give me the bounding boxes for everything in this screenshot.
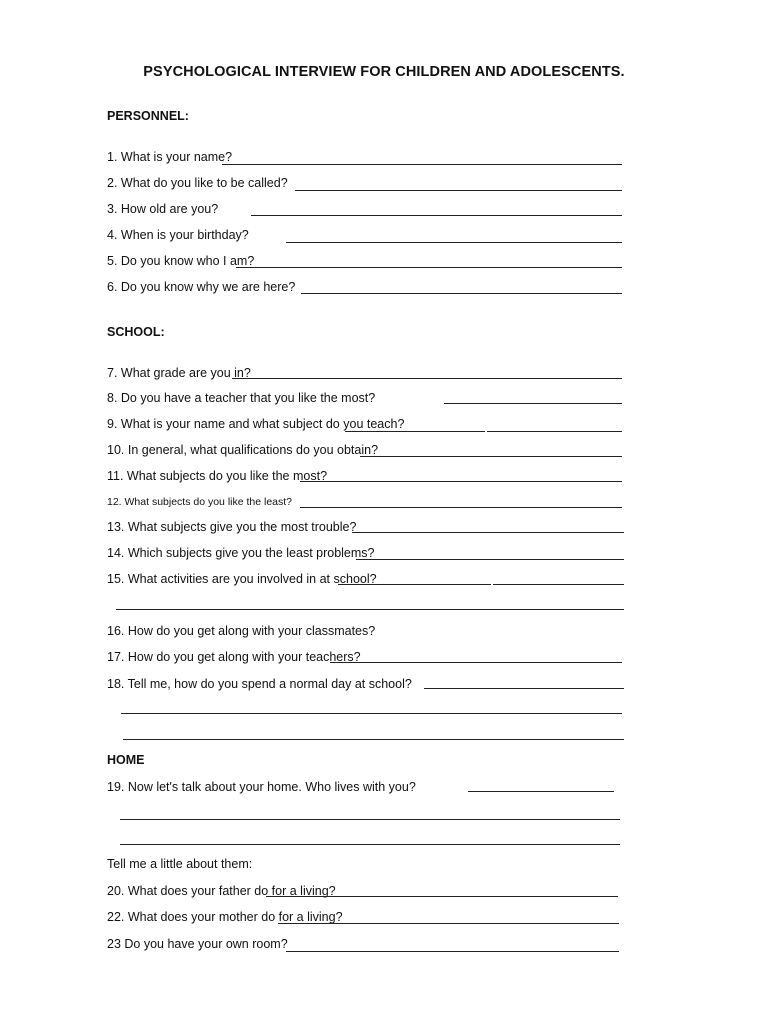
answer-line-13[interactable] — [352, 532, 624, 533]
question-19: 19. Now let's talk about your home. Who lives with you? — [107, 780, 416, 794]
question-16: 16. How do you get along with your classmates? — [107, 624, 376, 638]
section-home: HOME — [107, 753, 145, 767]
question-5: 5. Do you know who I am? — [107, 254, 255, 268]
question-18: 18. Tell me, how do you spend a normal day at school? — [107, 677, 412, 691]
answer-line-17[interactable] — [330, 662, 622, 663]
question-17: 17. How do you get along with your teachers? — [107, 650, 361, 664]
answer-line-3[interactable] — [251, 215, 622, 216]
question-14: 14. Which subjects give you the least problems? — [107, 546, 375, 560]
question-23: 23 Do you have your own room? — [107, 937, 288, 951]
question-15: 15. What activities are you involved in at school? — [107, 572, 377, 586]
answer-line-15b[interactable] — [493, 584, 624, 585]
answer-line-18a[interactable] — [424, 688, 624, 689]
question-13: 13. What subjects give you the most trouble? — [107, 520, 357, 534]
answer-line-9a[interactable] — [345, 431, 485, 432]
answer-line-8[interactable] — [444, 403, 622, 404]
answer-line-5[interactable] — [236, 267, 622, 268]
question-11: 11. What subjects do you like the most? — [107, 469, 328, 483]
question-8: 8. Do you have a teacher that you like the most? — [107, 391, 376, 405]
question-12: 12. What subjects do you like the least? — [107, 496, 293, 508]
question-10: 10. In general, what qualifications do you obtain? — [107, 443, 379, 457]
answer-line-18c[interactable] — [123, 739, 624, 740]
answer-line-15a[interactable] — [338, 584, 491, 585]
answer-line-19a[interactable] — [468, 791, 614, 792]
answer-line-22[interactable] — [278, 923, 619, 924]
answer-line-1[interactable] — [222, 164, 622, 165]
question-9: 9. What is your name and what subject do you teach? — [107, 417, 405, 431]
answer-line-2[interactable] — [295, 190, 622, 191]
answer-line-14[interactable] — [356, 559, 624, 560]
answer-line-20[interactable] — [266, 896, 618, 897]
answer-line-19b[interactable] — [120, 819, 620, 820]
answer-line-18b[interactable] — [121, 713, 622, 714]
answer-line-4[interactable] — [286, 242, 622, 243]
page-title: PSYCHOLOGICAL INTERVIEW FOR CHILDREN AND ADOLESCENTS. — [143, 64, 625, 80]
question-22: 22. What does your mother do for a living? — [107, 910, 343, 924]
answer-line-12[interactable] — [300, 507, 622, 508]
question-6: 6. Do you know why we are here? — [107, 280, 296, 294]
answer-line-10[interactable] — [360, 456, 622, 457]
question-4: 4. When is your birthday? — [107, 228, 249, 242]
question-1: 1. What is your name? — [107, 150, 233, 164]
answer-line-11[interactable] — [300, 481, 622, 482]
question-7: 7. What grade are you in? — [107, 366, 251, 380]
answer-line-6[interactable] — [301, 293, 622, 294]
note-text: Tell me a little about them: — [107, 857, 253, 871]
section-personnel: PERSONNEL: — [107, 109, 189, 123]
section-school: SCHOOL: — [107, 325, 165, 339]
answer-line-7[interactable] — [232, 378, 622, 379]
answer-line-15c[interactable] — [116, 609, 624, 610]
answer-line-23[interactable] — [286, 951, 619, 952]
question-2: 2. What do you like to be called? — [107, 176, 288, 190]
answer-line-19c[interactable] — [120, 844, 620, 845]
answer-line-9b[interactable] — [487, 431, 622, 432]
question-3: 3. How old are you? — [107, 202, 219, 216]
question-20: 20. What does your father do for a living? — [107, 884, 336, 898]
